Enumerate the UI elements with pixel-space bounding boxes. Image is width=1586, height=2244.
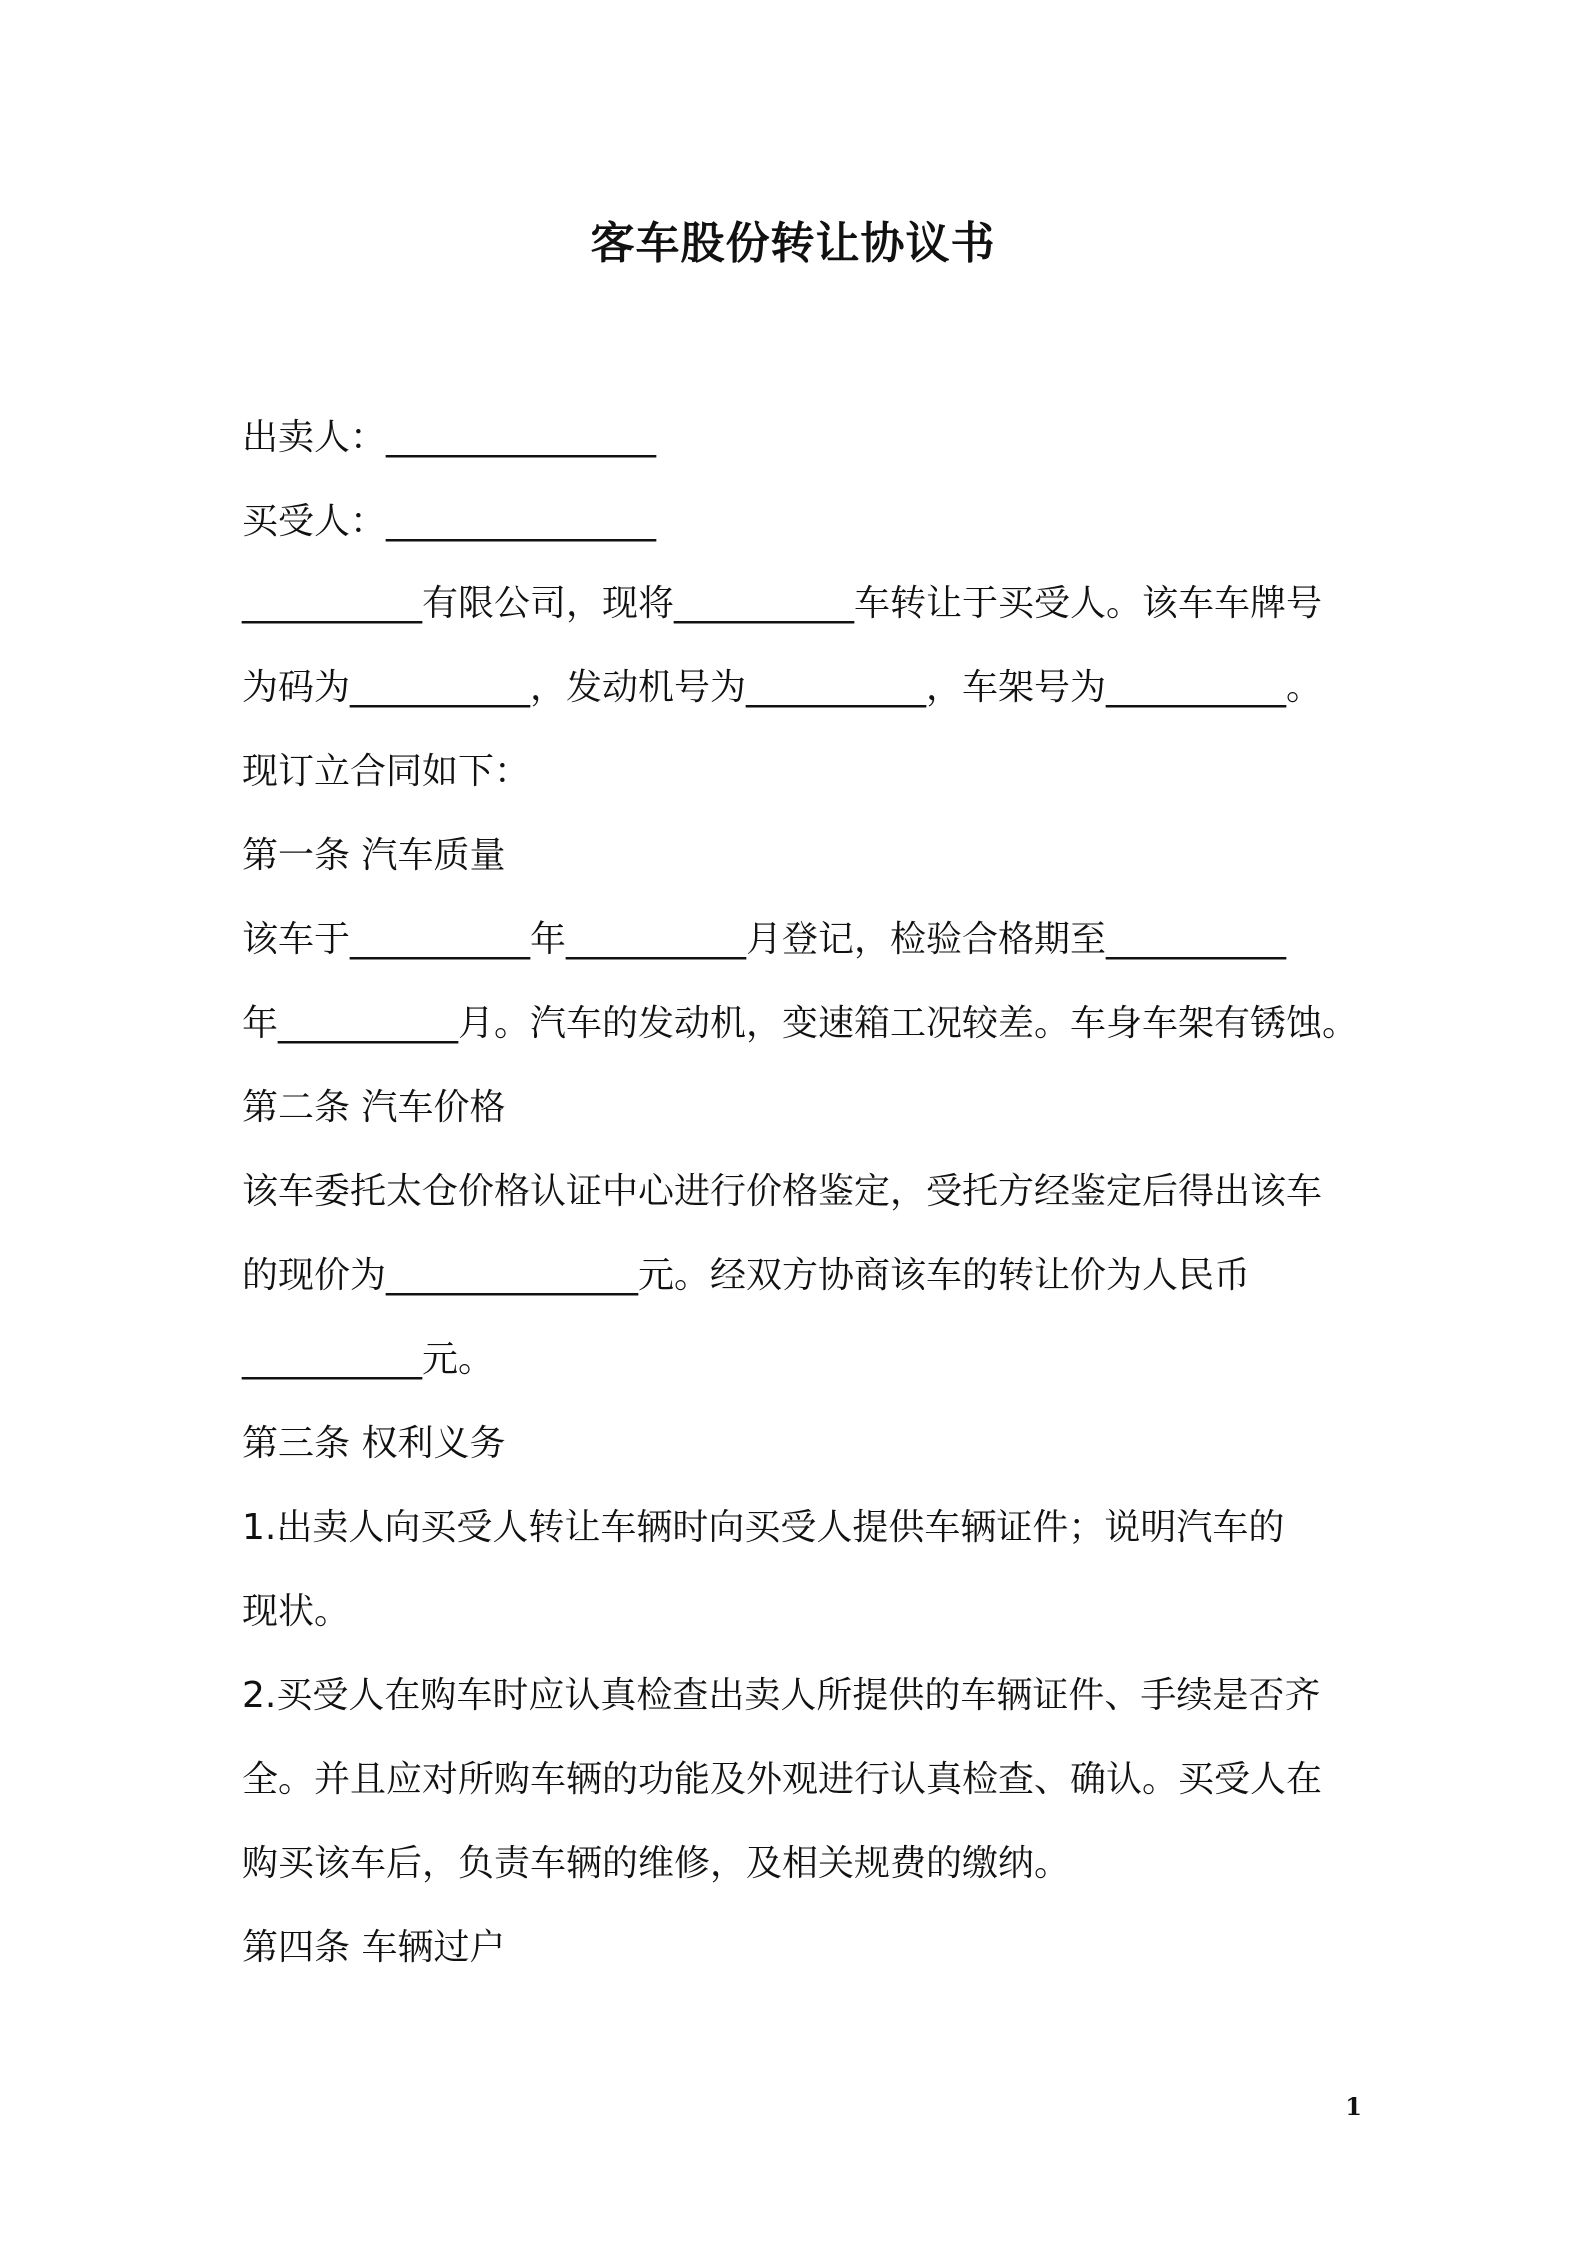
intro-line-1: __________有限公司，现将__________车转让于买受人。该车车牌号 (242, 583, 1323, 624)
article-3-heading: 第三条 权利义务 (242, 1423, 506, 1464)
intro-line-2: 为码为__________，发动机号为__________，车架号为__________。 (242, 667, 1323, 708)
article-1-heading: 第一条 汽车质量 (242, 835, 506, 876)
document-title: 客车股份转让协议书 (590, 218, 996, 269)
article-2-line-2: 的现价为______________元。经双方协商该车的转让价为人民币 (242, 1255, 1251, 1296)
intro-line-3: 现订立合同如下： (242, 751, 531, 792)
buyer-line: 买受人：_______________ (242, 501, 657, 542)
article-3-item-2-line-2: 全。并且应对所购车辆的功能及外观进行认真检查、确认。买受人在 (242, 1759, 1323, 1800)
seller-line: 出卖人：_______________ (242, 417, 657, 458)
article-2-line-3: __________元。 (242, 1339, 495, 1380)
article-3-item-1-line-1: 1.出卖人向买受人转让车辆时向买受人提供车辆证件；说明汽车的 (242, 1507, 1285, 1548)
article-3-item-2-line-3: 购买该车后，负责车辆的维修，及相关规费的缴纳。 (242, 1843, 1071, 1884)
article-1-line-1: 该车于__________年__________月登记，检验合格期至__________ (242, 919, 1287, 960)
article-2-heading: 第二条 汽车价格 (242, 1087, 506, 1128)
article-1-line-2: 年__________月。汽车的发动机，变速箱工况较差。车身车架有锈蚀。 (242, 1003, 1359, 1044)
article-3-item-1-line-2: 现状。 (242, 1591, 351, 1632)
page-number: 1 (1345, 2092, 1362, 2121)
article-2-line-1: 该车委托太仓价格认证中心进行价格鉴定，受托方经鉴定后得出该车 (242, 1171, 1323, 1212)
article-4-heading: 第四条 车辆过户 (242, 1927, 506, 1968)
article-3-item-2-line-1: 2.买受人在购车时应认真检查出卖人所提供的车辆证件、手续是否齐 (242, 1675, 1321, 1716)
